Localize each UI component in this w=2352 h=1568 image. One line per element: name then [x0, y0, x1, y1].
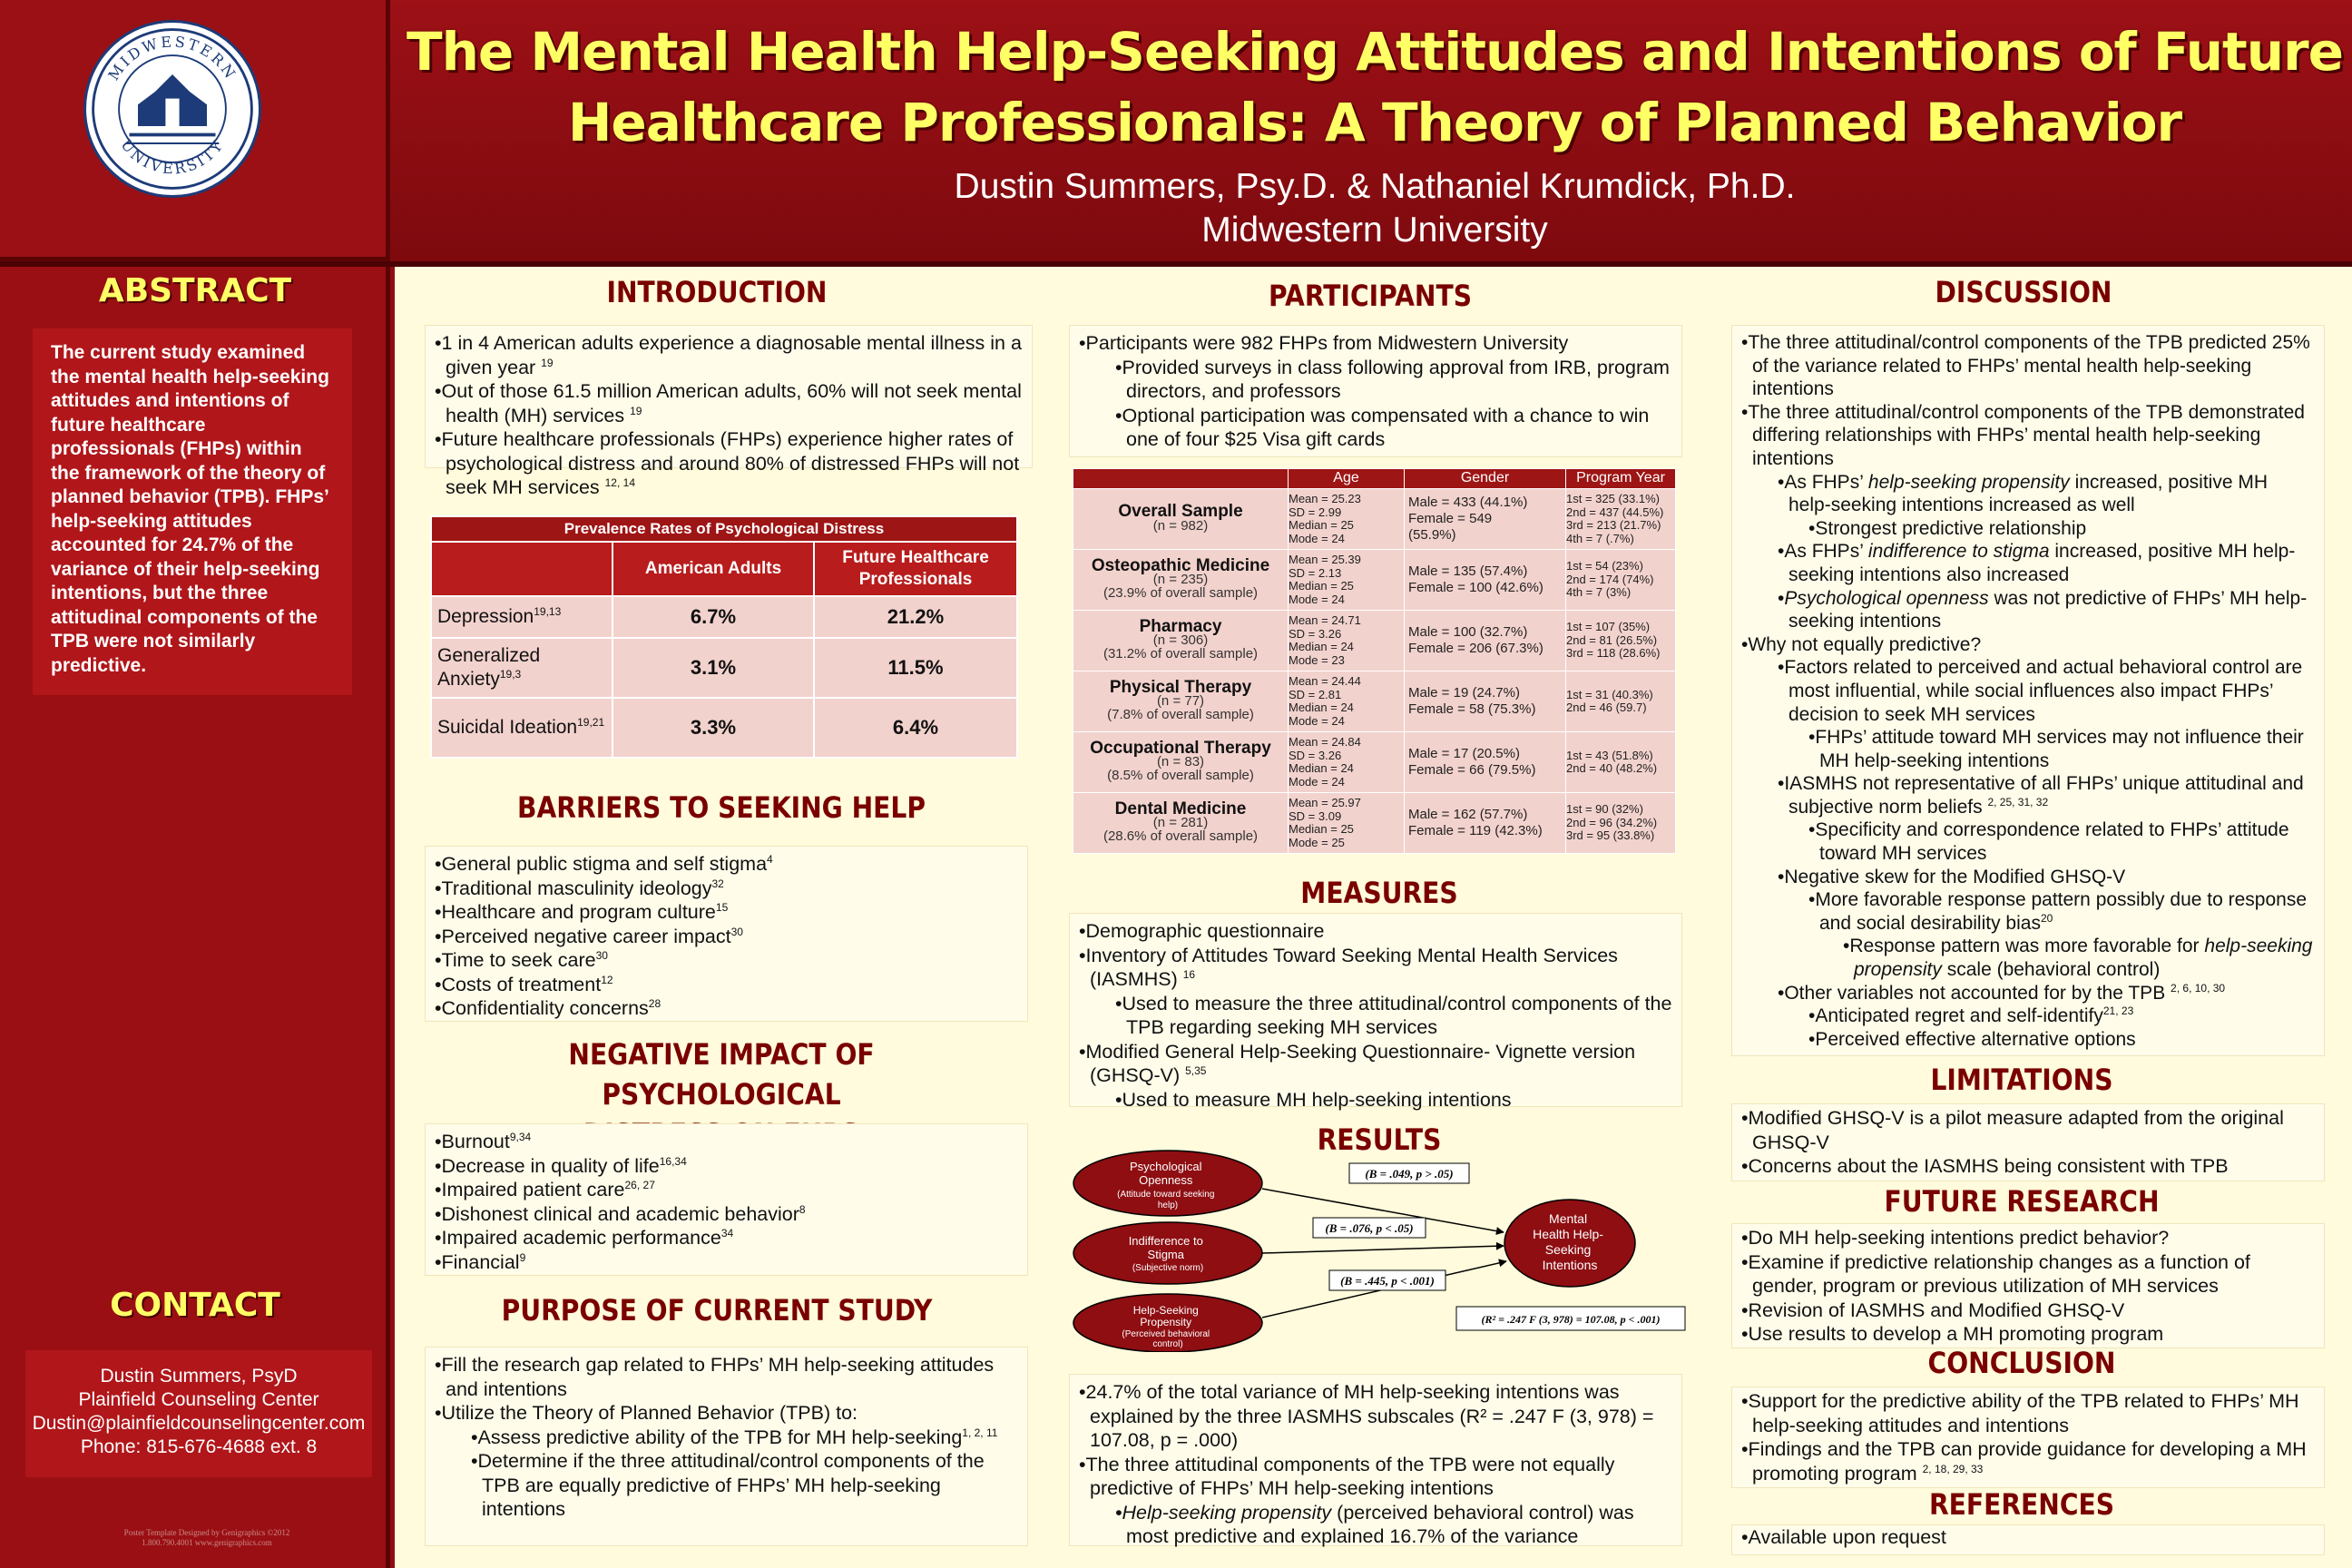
- discussion-list: [1731, 325, 2325, 1056]
- list-item: •Costs of treatment$^{12}$: [435, 973, 613, 995]
- discussion-heading: DISCUSSION: [1935, 275, 2112, 309]
- contact-heading: CONTACT: [110, 1287, 280, 1324]
- group-pct: (7.8% of overall sample): [1107, 706, 1254, 722]
- table-row: Pharmacy (n = 306) (31.2% of overall sample) Mean = 24.71 SD = 3.26 Median = 24 Mode = 23 Male = 100 (32.7%) Female = 206 (67.3%) 1st = 107 (35%) 2nd = 81 (26.5%) 3rd = 118 (28.6%): [1073, 611, 1676, 671]
- group-n: (n = 281): [1152, 815, 1209, 831]
- barriers-list: [425, 846, 1028, 1022]
- svg-text:(B = .445, p < .001): (B = .445, p < .001): [1340, 1274, 1435, 1288]
- list-item: •Used to measure the three attitudinal/control components of the TPB regarding seeking MH services: [1115, 992, 1672, 1038]
- participants-list: [1069, 325, 1682, 457]
- intro-item-1: •1 in 4 American adults experience a diagnosable mental illness in a given year $^{19}$: [435, 332, 1022, 378]
- list-item: •Other variables not accounted for by the TPB $^{2, 6, 10, 30}$: [1778, 981, 2226, 1004]
- poster-title: The Mental Health Help-Seeking Attitudes and Intentions of Future Healthcare Professionals: A Theory of Planned Behavior: [407, 21, 2343, 153]
- list-item: •Use results to develop a MH promoting program: [1741, 1323, 2164, 1345]
- group-n: (n = 306): [1152, 632, 1209, 649]
- university-logo: [83, 20, 261, 198]
- list-item: •Help-seeking propensity (perceived behavioral control) was most predictive and explained 16.7% of the variance: [1115, 1501, 1634, 1547]
- col-gender: Gender: [1405, 469, 1566, 489]
- list-item: •Participants were 982 FHPs from Midwestern University: [1079, 332, 1569, 354]
- list-item: •The three attitudinal components of the TPB were not equally predictive of FHPs’ MH help-seeking intentions: [1079, 1453, 1615, 1499]
- contact-phone: Phone: 815-676-4688 ext. 8: [80, 1436, 318, 1457]
- poster-authors: [399, 165, 2350, 252]
- svg-text:MIDWESTERN: MIDWESTERN: [104, 33, 240, 83]
- list-item: •Utilize the Theory of Planned Behavior (TPB) to:: [435, 1402, 858, 1424]
- list-item: •Demographic questionnaire: [1079, 920, 1325, 942]
- list-item: •Specificity and correspondence related to FHPs’ attitude toward MH services: [1808, 819, 2289, 865]
- contact-name: Dustin Summers, PsyD: [100, 1366, 298, 1387]
- list-item: •Decrease in quality of life$^{16,34}$: [435, 1154, 687, 1177]
- table-row: Suicidal Ideation$^{19,21}$ 3.3% 6.4%: [431, 698, 1017, 758]
- list-item: •Inventory of Attitudes Toward Seeking Mental Health Services (IASMHS) $^{16}$: [1079, 944, 1618, 990]
- university-seal-icon: [86, 23, 259, 195]
- abstract-text: The current study examined the mental health help-seeking attitudes and intentions of future healthcare professionals (FHPs) within the framework of the theory of planned behavior (TPB). FHPs’ help-seeking attitudes accounted for 24.7% of the variance of their help-seeking intentions, but the three attitudinal components of the TPB were not similarly predictive.: [33, 328, 352, 695]
- participants-heading: PARTICIPANTS: [1268, 279, 1472, 313]
- contact-box: [25, 1350, 372, 1477]
- col-program-year: Program Year: [1566, 469, 1676, 489]
- table-row: Occupational Therapy (n = 83) (8.5% of overall sample) Mean = 24.84 SD = 3.26 Median = 24 Mode = 24 Male = 17 (20.5%) Female = 66 (79.5%) 1st = 43 (51.8%) 2nd = 40 (48.2%): [1073, 732, 1676, 793]
- list-item: •Anticipated regret and self-identify$^{21, 23}$: [1808, 1004, 2134, 1027]
- group-name: Dental Medicine: [1114, 799, 1247, 818]
- group-pct: (31.2% of overall sample): [1102, 645, 1259, 662]
- list-item: •Response pattern was more favorable for help-seeking propensity scale (behavioral control): [1843, 936, 2313, 981]
- list-item: •More favorable response pattern possibly due to response and social desirability bias$^{20}$: [1808, 889, 2308, 934]
- tpb-path-diagram: [1066, 1142, 1692, 1352]
- introduction-list: [425, 325, 1033, 498]
- list-item: •Perceived negative career impact$^{30}$: [435, 925, 743, 947]
- list-item: •Do MH help-seeking intentions predict behavior?: [1741, 1227, 2170, 1249]
- authors-line: Dustin Summers, Psy.D. & Nathaniel Krumdick, Ph.D.: [954, 167, 1796, 206]
- model-fit-box: [1456, 1307, 1685, 1330]
- list-item: •Confidentiality concerns$^{28}$: [435, 996, 662, 1019]
- list-item: •Used to measure MH help-seeking intentions: [1115, 1088, 1512, 1111]
- list-item: •The three attitudinal/control components of the TPB predicted 25% of the variance related to FHPs’ mental health help-seeking intentions: [1741, 332, 2310, 400]
- group-n: (n = 83): [1156, 754, 1205, 770]
- svg-text:Psychological Openness: Psychological Openness (Attitude toward seeking help): [1117, 1160, 1215, 1210]
- institution-line: Midwestern University: [1201, 211, 1548, 250]
- intro-item-3: •Future healthcare professionals (FHPs) experience higher rates of psychological distress and around 80% of distressed FHPs will not seek MH services $^{12, 14}$: [435, 428, 1020, 498]
- svg-text:Mental Health Help-: Mental Health Help- Seeking Intentions: [1533, 1211, 1603, 1272]
- row-label: Depression: [437, 606, 534, 627]
- negative-impact-heading-line-1: NEGATIVE IMPACT OF PSYCHOLOGICAL: [568, 1037, 875, 1112]
- conclusion-list: [1731, 1387, 2325, 1488]
- intro-item-2: •Out of those 61.5 million American adults, 60% will not seek mental health (MH) services $^{19}$: [435, 380, 1022, 426]
- list-item: •Strongest predictive relationship: [1808, 517, 2087, 539]
- results-list: [1069, 1374, 1682, 1546]
- node-mh-help-seeking-intentions: [1504, 1200, 1635, 1287]
- list-item: •Traditional masculinity ideology$^{32}$: [435, 877, 724, 899]
- table-row: Depression$^{19,13}$ 6.7% 21.2%: [431, 596, 1017, 638]
- table-row: Dental Medicine (n = 281) (28.6% of overall sample) Mean = 25.97 SD = 3.09 Median = 25 Mode = 25 Male = 162 (57.7%) Female = 119 (42.3%) 1st = 90 (32%) 2nd = 96 (34.2%) 3rd = 95 (33.8%): [1073, 793, 1676, 854]
- coef-box-2: [1313, 1218, 1426, 1238]
- references-list: [1731, 1524, 2325, 1555]
- list-item: •Concerns about the IASMHS being consistent with TPB: [1741, 1155, 2229, 1177]
- group-pct: (28.6% of overall sample): [1102, 828, 1259, 844]
- svg-text:(B = .076, p < .05): (B = .076, p < .05): [1325, 1221, 1414, 1235]
- table-row: Generalized Anxiety$^{19,3}$ 3.1% 11.5%: [431, 638, 1017, 698]
- node-indifference-to-stigma: [1073, 1222, 1262, 1284]
- table-row: Physical Therapy (n = 77) (7.8% of overall sample) Mean = 24.44 SD = 2.81 Median = 24 Mode = 24 Male = 19 (24.7%) Female = 58 (75.3%) 1st = 31 (40.3%) 2nd = 46 (59.7): [1073, 671, 1676, 732]
- group-name: Overall Sample: [1118, 502, 1243, 521]
- list-item: •Impaired patient care$^{26, 27}$: [435, 1178, 655, 1200]
- col-american-adults: American Adults: [612, 542, 814, 596]
- credit-line-1: Poster Template Designed by Genigraphics ©2012: [123, 1528, 290, 1537]
- cell-value: 6.7%: [612, 596, 814, 638]
- group-name: Osteopathic Medicine: [1091, 555, 1270, 575]
- list-item: •As FHPs’ indifference to stigma increased, positive MH help-seeking intentions also increased: [1778, 541, 2296, 585]
- future-research-heading: FUTURE RESEARCH: [1884, 1184, 2160, 1219]
- prevalence-table: [430, 515, 1018, 759]
- coef-box-1: [1349, 1163, 1469, 1183]
- purpose-list: [425, 1347, 1028, 1546]
- group-pct: (8.5% of overall sample): [1107, 767, 1254, 783]
- credit-line-2: 1.800.790.4001 www.genigraphics.com: [142, 1538, 272, 1547]
- list-item: •Perceived effective alternative options: [1808, 1028, 2136, 1050]
- table-row: Overall Sample (n = 982) Mean = 25.23 SD = 2.99 Median = 25 Mode = 24 Male = 433 (44.1%) Female = 549 (55.9%) 1st = 325 (33.1%) 2nd = 437 (44.5%) 3rd = 213 (21.7%) 4th = 7 (.7%): [1073, 489, 1676, 550]
- results-heading: RESULTS: [1317, 1122, 1442, 1157]
- barriers-heading: BARRIERS TO SEEKING HELP: [517, 790, 926, 825]
- row-label: Suicidal Ideation: [437, 717, 578, 738]
- future-research-list: [1731, 1223, 2325, 1348]
- col-fhp: Future Healthcare Professionals: [814, 542, 1017, 596]
- list-item: •The three attitudinal/control components of the TPB demonstrated differing relationships with FHPs’ mental health help-seeking intentions: [1741, 401, 2305, 469]
- cell-value: 6.4%: [814, 698, 1017, 758]
- list-item: •General public stigma and self stigma$^4$: [435, 852, 773, 875]
- list-item: •FHPs’ attitude toward MH services may not influence their MH help-seeking intentions: [1808, 727, 2304, 771]
- group-name: Physical Therapy: [1109, 677, 1252, 697]
- path-arrow-2: [1262, 1246, 1504, 1253]
- list-item: •Burnout$^{9,34}$: [435, 1130, 532, 1152]
- group-n: (n = 235): [1152, 572, 1209, 588]
- list-item: •Optional participation was compensated with a chance to win one of four $25 Visa gift cards: [1115, 404, 1650, 450]
- list-item: •Examine if predictive relationship changes as a function of gender, program or previous utilization of MH services: [1741, 1250, 2250, 1297]
- group-n: (n = 77): [1156, 693, 1205, 710]
- list-item: •Available upon request: [1741, 1526, 1946, 1548]
- list-item: •Healthcare and program culture$^{15}$: [435, 900, 729, 923]
- list-item: •Negative skew for the Modified GHSQ-V: [1778, 866, 2126, 887]
- list-item: •Dishonest clinical and academic behavior$^8$: [435, 1202, 806, 1225]
- cell-value: 21.2%: [814, 596, 1017, 638]
- limitations-list: [1731, 1103, 2325, 1181]
- group-pct: (23.9% of overall sample): [1102, 584, 1259, 601]
- participants-table: [1073, 468, 1676, 854]
- svg-text:(B = .049, p > .05): (B = .049, p > .05): [1365, 1167, 1454, 1181]
- svg-text:(R² = .247 F (3, 978) = 107.08: (R² = .247 F (3, 978) = 107.08, p < .001): [1481, 1313, 1661, 1326]
- col-age: Age: [1289, 469, 1405, 489]
- prevalence-corner: [431, 542, 612, 596]
- svg-text:Indifference to Stigma: Indifference to Stigma (Subjective norm): [1128, 1234, 1204, 1273]
- coef-box-3: [1329, 1270, 1446, 1290]
- svg-text:UNIVERSITY: UNIVERSITY: [117, 135, 228, 178]
- list-item: •Factors related to perceived and actual behavioral control are most influential, while social influences also impact FHPs’ decision to seek MH services: [1778, 657, 2303, 725]
- list-item: •Support for the predictive ability of the TPB related to FHPs’ MH help-seeking attitudes and intentions: [1741, 1390, 2299, 1436]
- conclusion-heading: CONCLUSION: [1927, 1346, 2116, 1380]
- list-item: •Psychological openness was not predictive of FHPs’ MH help-seeking intentions: [1778, 587, 2308, 632]
- list-item: •Financial$^9$: [435, 1250, 526, 1273]
- prevalence-title: Prevalence Rates of Psychological Distress: [431, 516, 1017, 542]
- abstract-heading: ABSTRACT: [98, 272, 292, 309]
- group-name: Occupational Therapy: [1090, 738, 1271, 758]
- cell-value: 3.3%: [612, 698, 814, 758]
- list-item: •Revision of IASMHS and Modified GHSQ-V: [1741, 1298, 2125, 1321]
- list-item: •Determine if the three attitudinal/control components of the TPB are equally predictive of FHPs’ MH help-seeking intentions: [471, 1450, 985, 1520]
- contact-email[interactable]: Dustin@plainfieldcounselingcenter.com: [32, 1413, 366, 1434]
- purpose-heading: PURPOSE OF CURRENT STUDY: [501, 1293, 933, 1328]
- participants-corner: [1073, 469, 1289, 489]
- list-item: •Findings and the TPB can provide guidance for developing a MH promoting program $^{2, 18, 29, 33}$: [1741, 1438, 2307, 1485]
- negative-impact-list: [425, 1123, 1028, 1276]
- node-help-seeking-propensity: [1073, 1294, 1262, 1352]
- template-credit: [71, 1528, 343, 1548]
- list-item: •Provided surveys in class following approval from IRB, program directors, and professors: [1115, 356, 1670, 402]
- measures-list: [1069, 913, 1682, 1111]
- svg-text:Help-Seeking Propensity: Help-Seeking Propensity (Perceived behavioral control): [1122, 1304, 1210, 1349]
- cell-value: 3.1%: [612, 638, 814, 698]
- contact-org: Plainfield Counseling Center: [78, 1389, 319, 1410]
- list-item: •Assess predictive ability of the TPB for MH help-seeking$^{1, 2, 11}$: [471, 1426, 998, 1448]
- node-psychological-openness: [1073, 1151, 1262, 1216]
- references-heading: REFERENCES: [1928, 1487, 2115, 1522]
- table-row: Osteopathic Medicine (n = 235) (23.9% of overall sample) Mean = 25.39 SD = 2.13 Median = 25 Mode = 24 Male = 135 (57.4%) Female = 100 (42.6%) 1st = 54 (23%) 2nd = 174 (74%) 4th = 7 (3%): [1073, 550, 1676, 611]
- list-item: •As FHPs’ help-seeking propensity increased, positive MH help-seeking intentions increased as well: [1778, 471, 2268, 516]
- list-item: •24.7% of the total variance of MH help-seeking intentions was explained by the three IASMHS subscales (R² = .247 F (3, 978) = 107.08, p = .000): [1079, 1381, 1654, 1451]
- list-item: •Impaired academic performance$^{34}$: [435, 1226, 734, 1249]
- introduction-heading: INTRODUCTION: [606, 275, 828, 309]
- cell-value: 11.5%: [814, 638, 1017, 698]
- list-item: •Why not equally predictive?: [1741, 633, 1982, 655]
- list-item: •Time to seek care$^{30}$: [435, 948, 608, 971]
- list-item: •IASMHS not representative of all FHPs’ unique attitudinal and subjective norm beliefs $^{2, 25, 31, 32}$: [1778, 773, 2304, 818]
- list-item: •Modified GHSQ-V is a pilot measure adapted from the original GHSQ-V: [1741, 1107, 2284, 1153]
- group-n: (n = 982): [1152, 517, 1209, 534]
- group-name: Pharmacy: [1139, 616, 1222, 636]
- list-item: •Modified General Help-Seeking Questionnaire- Vignette version (GHSQ-V) $^{5,35}$: [1079, 1040, 1636, 1086]
- measures-heading: MEASURES: [1300, 876, 1458, 910]
- limitations-heading: LIMITATIONS: [1930, 1063, 2113, 1097]
- row-label: Generalized Anxiety: [437, 645, 541, 690]
- list-item: •Fill the research gap related to FHPs’ MH help-seeking attitudes and intentions: [435, 1354, 995, 1400]
